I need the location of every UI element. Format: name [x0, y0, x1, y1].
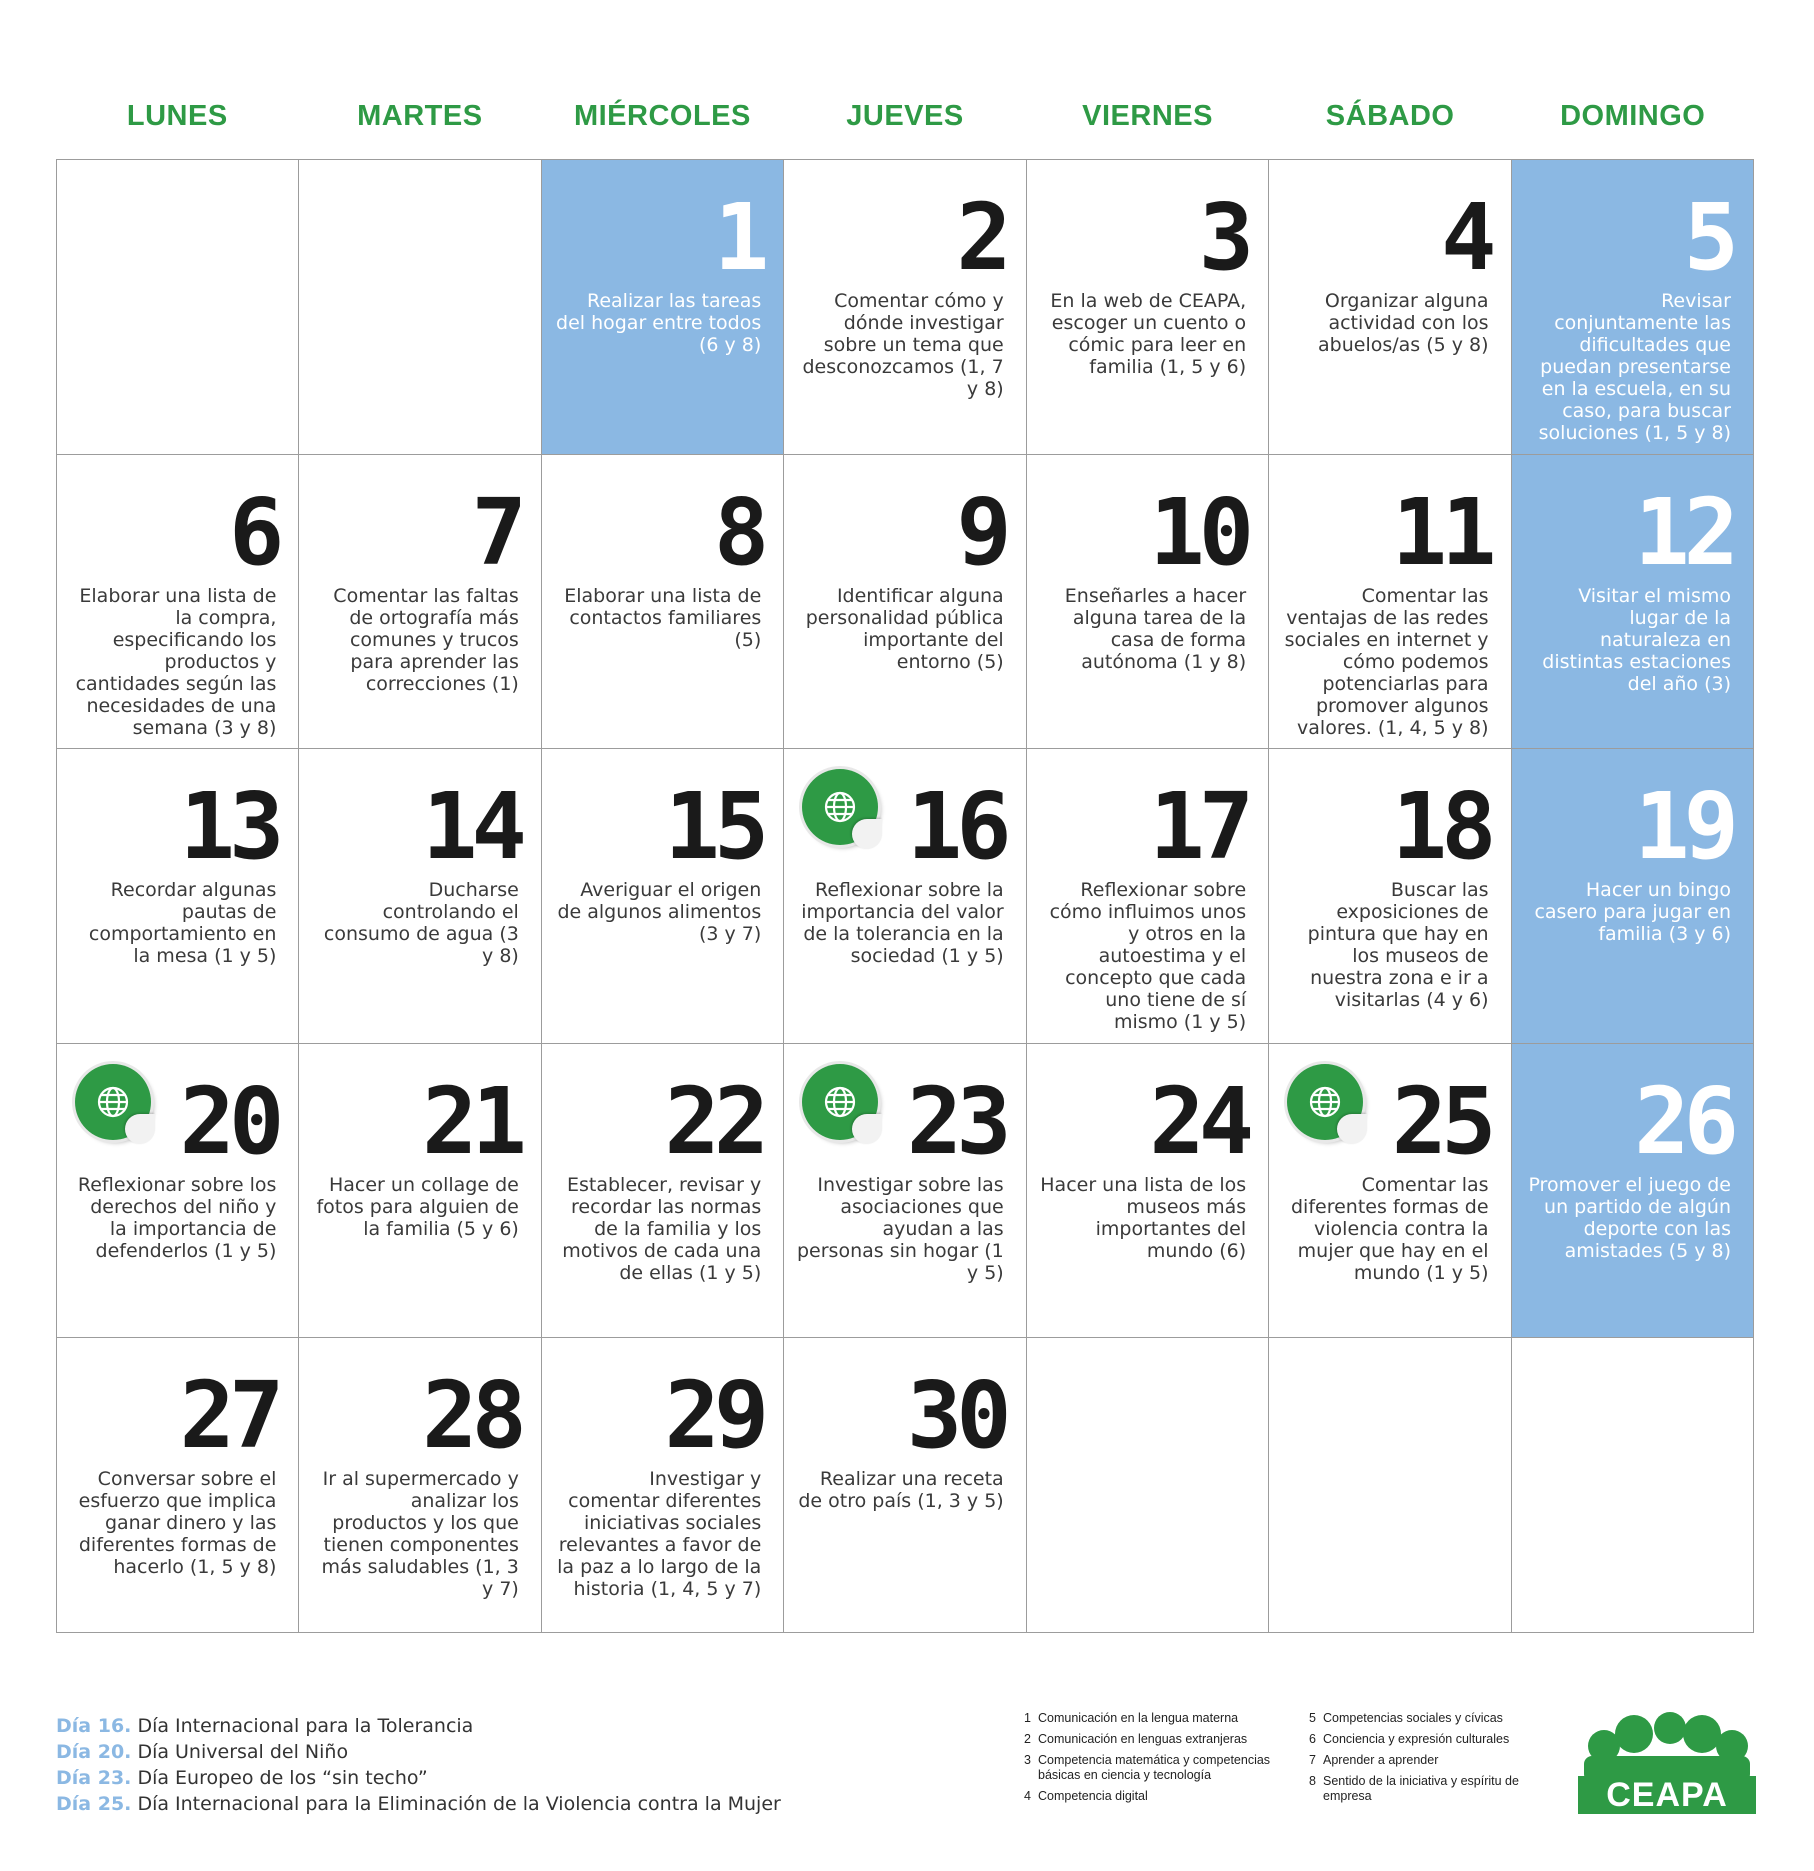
- legend-number: 2: [1024, 1732, 1031, 1746]
- calendar-day-cell: [299, 1044, 541, 1339]
- weekday-friday: VIERNES: [1082, 100, 1213, 132]
- day-number: 24: [1149, 1067, 1249, 1175]
- special-day-label: Día 20.: [56, 1741, 132, 1763]
- calendar-day-cell: [784, 160, 1026, 455]
- special-day-label: Día 25.: [56, 1793, 132, 1815]
- day-activity: Reflexionar sobre cómo influimos unos y otros en la autoestima y el concepto que cada uno tiene de sí mismo (1 y 5): [1049, 879, 1247, 1034]
- sticker-curl: [852, 1114, 882, 1144]
- calendar-day-cell: [1269, 749, 1511, 1044]
- legend-text: Competencia matemática y competencias básicas en ciencia y tecnología: [1038, 1753, 1271, 1782]
- day-number: 12: [1634, 478, 1733, 586]
- special-days-list: [56, 1713, 781, 1817]
- day-number: 4: [1441, 184, 1491, 291]
- day-activity: Investigar y comentar diferentes iniciativas sociales relevantes a favor de la paz a lo largo de la historia (1, 4, 5 y 7): [557, 1468, 762, 1601]
- day-activity: Reflexionar sobre los derechos del niño y la importancia de defenderlos (1 y 5): [77, 1173, 277, 1262]
- day-number: 15: [664, 773, 764, 881]
- calendar-day-cell: [784, 1044, 1026, 1339]
- weekday-tuesday: MARTES: [357, 100, 483, 132]
- calendar-day-cell: [542, 1044, 784, 1339]
- day-activity: Visitar el mismo lugar de la naturaleza en distintas estaciones del año (3): [1542, 584, 1731, 695]
- weekday-thursday: JUEVES: [846, 100, 964, 132]
- calendar-empty-cell: [299, 160, 541, 455]
- day-number: 11: [1391, 478, 1491, 586]
- legend-number: 3: [1024, 1753, 1031, 1767]
- globe-icon: [75, 1064, 151, 1140]
- special-day-text: Día Universal del Niño: [137, 1741, 349, 1763]
- calendar-day-cell: [57, 455, 299, 750]
- calendar-day-cell: [1027, 749, 1269, 1044]
- day-number: 25: [1391, 1067, 1491, 1175]
- calendar-day-cell: [1027, 1044, 1269, 1339]
- ceapa-logo: [1578, 1712, 1756, 1814]
- legend-text: Sentido de la iniciativa y espíritu de empresa: [1323, 1774, 1519, 1803]
- legend-item: [1024, 1711, 1309, 1726]
- logo-text: CEAPA: [1578, 1776, 1756, 1814]
- calendar-day-cell: [299, 749, 541, 1044]
- day-number: 9: [956, 478, 1006, 586]
- calendar-empty-cell: [1027, 1338, 1269, 1633]
- special-day-text: Día Internacional para la Eliminación de la Violencia contra la Mujer: [137, 1793, 781, 1815]
- day-activity: Establecer, revisar y recordar las normas de la familia y los motivos de cada una de ellas (1 y 5): [562, 1173, 762, 1284]
- calendar-empty-cell: [1512, 1338, 1754, 1633]
- legend-item: [1309, 1753, 1544, 1768]
- legend-item: [1309, 1774, 1544, 1804]
- calendar-day-cell: [1269, 160, 1511, 455]
- day-number: 29: [664, 1362, 764, 1470]
- day-activity: Recordar algunas pautas de comportamiento en la mesa (1 y 5): [88, 879, 277, 968]
- legend-text: Comunicación en la lengua materna: [1038, 1711, 1239, 1725]
- special-day-text: Día Internacional para la Tolerancia: [137, 1715, 474, 1737]
- calendar-day-cell: [57, 1338, 299, 1633]
- day-number: 5: [1683, 184, 1733, 291]
- legend-column-left: [1024, 1711, 1309, 1810]
- calendar-day-cell: [1512, 455, 1754, 750]
- legend-column-right: [1309, 1711, 1544, 1810]
- day-number: 7: [471, 478, 521, 586]
- calendar-day-cell: [1269, 1044, 1511, 1339]
- legend-text: Competencia digital: [1038, 1789, 1148, 1803]
- day-activity: Conversar sobre el esfuerzo que implica ganar dinero y las diferentes formas de hacerlo (1, 5 y 8): [78, 1468, 277, 1579]
- day-number: 26: [1634, 1067, 1733, 1175]
- calendar-empty-cell: [1269, 1338, 1511, 1633]
- calendar-day-cell: [784, 1338, 1026, 1633]
- weekday-wednesday: MIÉRCOLES: [573, 100, 751, 132]
- day-activity: Ducharse controlando el consumo de agua (3 y 8): [323, 879, 519, 968]
- legend-number: 5: [1309, 1711, 1316, 1725]
- weekday-header: [56, 100, 1754, 133]
- day-activity: Elaborar una lista de contactos familiares (5): [564, 584, 762, 651]
- day-activity: Realizar las tareas del hogar entre todos (6 y 8): [556, 290, 762, 356]
- day-number: 18: [1391, 773, 1491, 881]
- day-number: 3: [1198, 184, 1249, 291]
- globe-icon: [802, 1064, 878, 1140]
- weekday-saturday: SÁBADO: [1325, 100, 1455, 132]
- day-number: 20: [179, 1067, 279, 1175]
- day-number: 13: [179, 773, 279, 881]
- special-day-item: [56, 1765, 781, 1791]
- day-number: 23: [906, 1067, 1006, 1175]
- calendar-day-cell: [784, 455, 1026, 750]
- special-day-item: [56, 1739, 781, 1765]
- calendar-day-cell: [542, 455, 784, 750]
- calendar-day-cell: [542, 160, 784, 455]
- special-day-item: [56, 1791, 781, 1817]
- calendar-day-cell: [57, 1044, 299, 1339]
- special-day-item: [56, 1713, 781, 1739]
- special-day-label: Día 16.: [56, 1715, 132, 1737]
- special-day-text: Día Europeo de los “sin techo”: [137, 1767, 428, 1789]
- day-number: 14: [422, 773, 521, 881]
- sticker-curl: [852, 819, 882, 849]
- day-activity: Identificar alguna personalidad pública importante del entorno (5): [805, 584, 1004, 673]
- legend-item: [1024, 1753, 1309, 1783]
- calendar-day-cell: [1512, 1044, 1754, 1339]
- calendar-day-cell: [542, 1338, 784, 1633]
- day-activity: Buscar las exposiciones de pintura que hay en los museos de nuestra zona e ir a visitarlas (4 y 6): [1307, 879, 1489, 1012]
- day-activity: Comentar cómo y dónde investigar sobre un tema que desconozcamos (1, 7 y 8): [802, 290, 1004, 400]
- sticker-curl: [1337, 1114, 1367, 1144]
- calendar-day-cell: [1027, 455, 1269, 750]
- calendar-empty-cell: [57, 160, 299, 455]
- day-number: 21: [422, 1067, 521, 1175]
- day-number: 17: [1149, 773, 1249, 881]
- logo-figures: [1578, 1712, 1756, 1782]
- day-number: 10: [1149, 478, 1249, 586]
- calendar-day-cell: [1512, 749, 1754, 1044]
- day-activity: Elaborar una lista de la compra, especificando los productos y cantidades según las necesidades de una semana (3 y 8): [75, 584, 277, 739]
- legend-item: [1309, 1732, 1544, 1747]
- legend-item: [1309, 1711, 1544, 1726]
- legend-number: 6: [1309, 1732, 1316, 1746]
- day-activity: Revisar conjuntamente las dificultades que puedan presentarse en la escuela, en su caso, para buscar soluciones (1, 5 y 8): [1538, 290, 1731, 444]
- day-number: 22: [664, 1067, 764, 1175]
- competencias-legend: [1024, 1711, 1544, 1810]
- day-number: 27: [179, 1362, 279, 1470]
- legend-number: 4: [1024, 1789, 1031, 1803]
- day-activity: Hacer un collage de fotos para alguien de la familia (5 y 6): [316, 1173, 519, 1240]
- legend-item: [1024, 1789, 1309, 1804]
- day-number: 16: [906, 773, 1006, 881]
- day-number: 8: [713, 478, 764, 586]
- day-number: 2: [956, 184, 1006, 291]
- calendar-day-cell: [57, 749, 299, 1044]
- calendar-day-cell: [299, 1338, 541, 1633]
- day-activity: Averiguar el origen de algunos alimentos (3 y 7): [557, 879, 762, 946]
- legend-number: 1: [1024, 1711, 1031, 1725]
- calendar-day-cell: [1512, 160, 1754, 455]
- calendar-day-cell: [299, 455, 541, 750]
- calendar-day-cell: [784, 749, 1026, 1044]
- day-activity: Realizar una receta de otro país (1, 3 y 5): [798, 1468, 1004, 1513]
- legend-item: [1024, 1732, 1309, 1747]
- calendar-day-cell: [542, 749, 784, 1044]
- day-number: 30: [906, 1362, 1006, 1470]
- calendar-grid: [56, 159, 1754, 1633]
- globe-icon: [1287, 1064, 1363, 1140]
- day-activity: En la web de CEAPA, escoger un cuento o cómic para leer en familia (1, 5 y 6): [1050, 290, 1247, 378]
- legend-text: Conciencia y expresión culturales: [1323, 1732, 1510, 1746]
- day-number: 6: [229, 478, 279, 586]
- day-activity: Enseñarles a hacer alguna tarea de la casa de forma autónoma (1 y 8): [1064, 584, 1247, 673]
- sticker-curl: [125, 1114, 155, 1144]
- day-activity: Organizar alguna actividad con los abuelos/as (5 y 8): [1318, 290, 1489, 356]
- day-activity: Hacer una lista de los museos más importantes del mundo (6): [1040, 1173, 1247, 1262]
- day-number: 28: [422, 1362, 521, 1470]
- day-activity: Hacer un bingo casero para jugar en familia (3 y 6): [1534, 879, 1731, 946]
- day-activity: Reflexionar sobre la importancia del valor de la tolerancia en la sociedad (1 y 5): [801, 879, 1004, 968]
- weekday-sunday: DOMINGO: [1560, 100, 1706, 132]
- day-activity: Comentar las faltas de ortografía más comunes y trucos para aprender las correcciones (1): [333, 584, 519, 695]
- day-activity: Ir al supermercado y analizar los productos y los que tienen componentes más saludables (1, 3 y 7): [321, 1468, 519, 1601]
- day-activity: Promover el juego de un partido de algún deporte con las amistades (5 y 8): [1528, 1173, 1731, 1262]
- calendar-day-cell: [1027, 160, 1269, 455]
- day-number: 1: [713, 184, 764, 291]
- legend-text: Aprender a aprender: [1323, 1753, 1439, 1767]
- day-number: 19: [1634, 773, 1733, 881]
- special-day-label: Día 23.: [56, 1767, 132, 1789]
- legend-number: 8: [1309, 1774, 1316, 1788]
- globe-icon: [802, 769, 878, 845]
- legend-number: 7: [1309, 1753, 1316, 1767]
- day-activity: Comentar las ventajas de las redes sociales en internet y cómo podemos potenciarlas para promover algunos valores. (1, 4, 5 y 8): [1284, 584, 1489, 739]
- legend-text: Competencias sociales y cívicas: [1323, 1711, 1503, 1725]
- weekday-monday: LUNES: [126, 100, 228, 132]
- day-activity: Comentar las diferentes formas de violencia contra la mujer que hay en el mundo (1 y 5): [1291, 1173, 1489, 1284]
- day-activity: Investigar sobre las asociaciones que ayudan a las personas sin hogar (1 y 5): [797, 1173, 1004, 1284]
- legend-text: Comunicación en lenguas extranjeras: [1038, 1732, 1248, 1746]
- calendar-day-cell: [1269, 455, 1511, 750]
